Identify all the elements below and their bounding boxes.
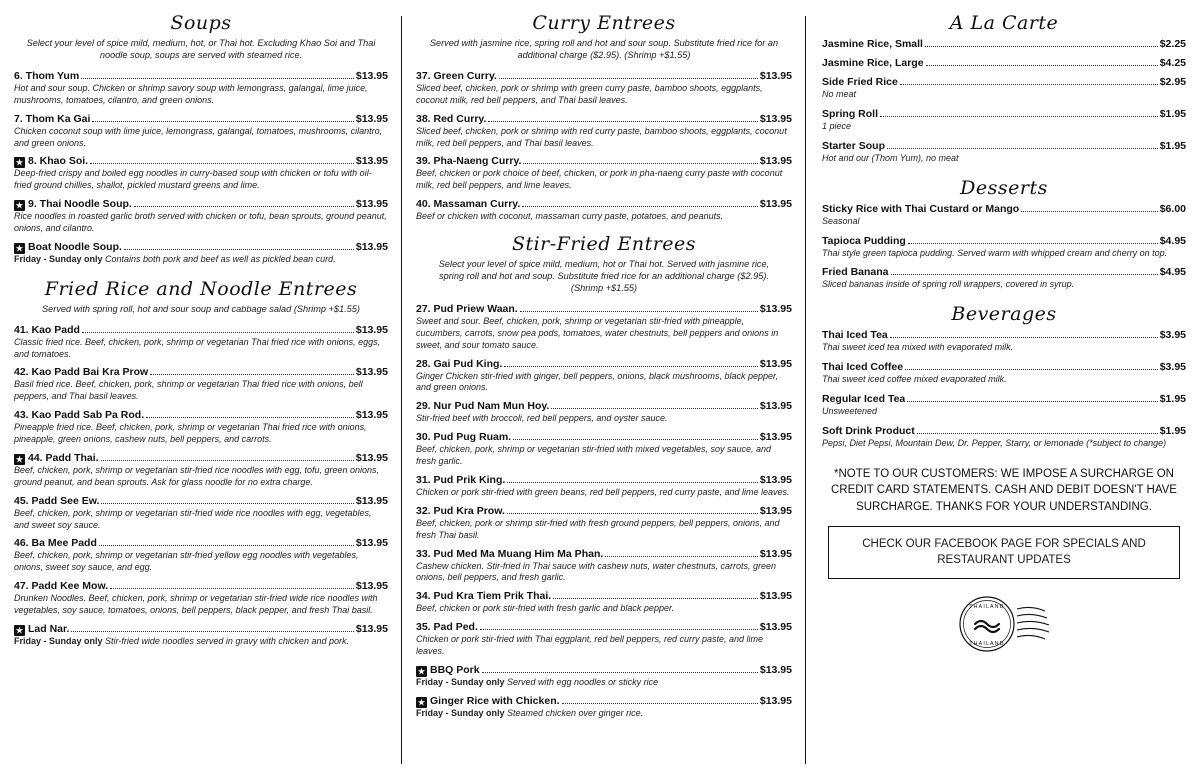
- menu-item: [14, 580, 388, 617]
- leader-dots: [523, 163, 757, 164]
- menu-item: [416, 70, 792, 107]
- menu-item: [416, 590, 792, 615]
- item-description: Thai style green tapioca pudding. Served warm with whipped cream and cherry on top.: [822, 247, 1168, 258]
- leader-dots: [520, 311, 758, 312]
- item-name: 31. Pud Prik King.: [416, 473, 506, 486]
- leader-dots: [562, 703, 758, 704]
- spicy-star-icon: ★: [417, 666, 426, 676]
- item-price: $3.95: [1159, 361, 1186, 374]
- item-name: 37. Green Curry.: [416, 69, 497, 82]
- curry-title: Curry Entrees: [532, 12, 676, 34]
- leader-dots: [499, 78, 758, 79]
- item-price: $13.95: [759, 547, 792, 560]
- leader-dots: [926, 65, 1158, 66]
- spicy-star-icon: ★: [15, 158, 24, 168]
- menu-item: [14, 537, 388, 574]
- leader-dots: [905, 369, 1158, 370]
- item-name: 38. Red Curry.: [416, 112, 487, 125]
- leader-dots: [907, 401, 1157, 402]
- item-description: Drunken Noodles. Beef, chicken, pork, shrimp or vegetarian stir-fried wide rice noodles with vegetables, soy sauce, tomatoes, onions, bell peppers, black pepper, and fresh Thai basil.: [14, 593, 378, 616]
- item-price: $3.95: [1159, 329, 1186, 342]
- item-description: Sliced beef, chicken, pork or shrimp with red curry paste, bamboo shoots, eggplants, coconut milk, red bell peppers, and Thai basil leaves.: [416, 125, 787, 148]
- menu-item: [14, 70, 388, 107]
- menu-item: [14, 366, 388, 403]
- item-price: $1.95: [1159, 424, 1186, 437]
- item-description: Pineapple fried rice. Beef, chicken, pork, shrimp or vegetarian Thai fried rice with onions, pineapple, green onions, cashew nuts, bell peppers, and carrots.: [14, 422, 367, 445]
- item-price: $13.95: [355, 69, 388, 82]
- item-description: Pepsi, Diet Pepsi, Mountain Dew, Dr. Pepper, Starry, or lemonade (*subject to change): [822, 437, 1167, 448]
- item-description: Rice noodles in roasted garlic broth served with chicken or tofu, bean sprouts, ground peanut, onions, and cilantro.: [14, 211, 387, 234]
- svg-text:THAILAND: THAILAND: [969, 641, 1005, 648]
- leader-dots: [110, 588, 354, 589]
- menu-item: [416, 474, 792, 499]
- item-name: Starter Soup: [822, 139, 886, 152]
- item-description: 1 piece: [822, 120, 852, 131]
- spicy-star-icon: ★: [15, 243, 24, 253]
- item-description: Basil fried rice. Beef, chicken, pork, shrimp or vegetarian Thai fried rice with onions, bell peppers, and Thai basil leaves.: [14, 379, 363, 402]
- item-price: $13.95: [759, 473, 792, 486]
- leader-dots: [101, 460, 354, 461]
- menu-item: [822, 108, 1186, 133]
- leader-dots: [71, 631, 353, 632]
- item-price: $13.95: [759, 357, 792, 370]
- item-price: $13.95: [355, 537, 388, 550]
- leader-dots: [887, 148, 1158, 149]
- curry-note: Served with jasmine rice, spring roll and hot and sour soup. Substitute fried rice for an additional charge ($2.95). (Shrimp +$1.55): [429, 38, 779, 60]
- section-soups: [14, 12, 388, 266]
- menu-item: [822, 361, 1186, 386]
- item-price: $13.95: [759, 112, 792, 125]
- item-price: $4.25: [1159, 57, 1186, 69]
- section-curry: [416, 12, 792, 223]
- desserts-title: Desserts: [960, 176, 1048, 199]
- leader-dots: [504, 366, 758, 367]
- leader-dots: [507, 513, 758, 514]
- menu-item: [822, 329, 1186, 354]
- leader-dots: [925, 46, 1158, 47]
- spicy-star-icon: ★: [15, 454, 24, 464]
- item-description: Classic fried rice. Beef, chicken, pork, shrimp or vegetarian Thai fried rice with onions, eggs, and tomatoes.: [14, 336, 381, 359]
- menu-item: [14, 113, 388, 150]
- item-name: Tapioca Pudding: [822, 234, 906, 247]
- leader-dots: [92, 121, 353, 122]
- menu-item: [822, 57, 1186, 69]
- spicy-star-icon: ★: [15, 201, 24, 211]
- item-price: $13.95: [759, 155, 792, 168]
- item-name: 47. Padd Kee Mow.: [14, 580, 109, 593]
- item-name: Soft Drink Product: [822, 424, 915, 437]
- item-name: Ginger Rice with Chicken.: [430, 694, 560, 707]
- item-description: Beef, chicken, pork, shrimp or vegetarian stir-fried rice noodles with egg, tofu, green onions, ground peanut, and bean sprouts. Ask for glass noodle for no extra charge.: [14, 464, 380, 487]
- surcharge-notice: *NOTE TO OUR CUSTOMERS: WE IMPOSE A SURCHARGE ON CREDIT CARD STATEMENTS. CASH AND DEBIT DOESN'T HAVE SURCHARGE. THANKS FOR YOUR UNDERSTANDING.: [831, 467, 1177, 514]
- section-a-la-carte: [822, 12, 1186, 165]
- menu-item: [822, 266, 1186, 291]
- item-description: Unsweetened: [822, 406, 878, 416]
- item-price: $13.95: [355, 240, 388, 253]
- item-name: Jasmine Rice, Small: [822, 38, 923, 50]
- item-availability: Friday - Sunday only: [14, 635, 103, 646]
- leader-dots: [513, 439, 758, 440]
- item-description: Hot and sour soup. Chicken or shrimp savory soup with lemongrass, galangal, lime juice, mushrooms, tomatoes, cilantro, and green onions.: [14, 82, 368, 105]
- fried-rice-note: Served with spring roll, hot and sour soup and cabbage salad (Shrimp +$1.55): [42, 303, 360, 314]
- menu-item: [822, 425, 1186, 450]
- item-price: $13.95: [759, 621, 792, 634]
- item-name: 32. Pud Kra Prow.: [416, 504, 505, 517]
- item-name: 9. Thai Noodle Soup.: [28, 198, 132, 211]
- menu-item: [14, 495, 388, 532]
- facebook-promo-box: [828, 526, 1180, 579]
- item-price: $13.95: [355, 494, 388, 507]
- leader-dots: [146, 417, 354, 418]
- item-price: $4.95: [1159, 234, 1186, 247]
- leader-dots: [917, 433, 1158, 434]
- spicy-star-icon: ★: [417, 697, 426, 707]
- item-description: Beef, chicken or pork choice of beef, chicken, or pork in pha-naeng curry paste with coconut milk, red bell peppers, and lime leaves.: [416, 168, 783, 191]
- leader-dots: [488, 121, 757, 122]
- menu-item: [416, 664, 792, 689]
- item-name: 46. Ba Mee Padd: [14, 537, 97, 550]
- item-description-text: Served with egg noodles or sticky rice: [504, 676, 659, 687]
- item-name: 35. Pad Ped.: [416, 621, 478, 634]
- item-description: [416, 708, 792, 720]
- stir-fried-title: Stir-Fried Entrees: [511, 233, 697, 256]
- item-description: Beef, chicken, pork, shrimp or vegetarian stir-fried with mixed vegetables, soy sauce, and fresh garlic.: [416, 444, 772, 467]
- leader-dots: [900, 84, 1158, 85]
- item-price: $13.95: [355, 409, 388, 422]
- item-price: $13.95: [759, 663, 792, 676]
- item-name: 30. Pud Pug Ruam.: [416, 431, 512, 444]
- item-price: $2.25: [1159, 38, 1186, 50]
- item-price: $13.95: [759, 302, 792, 315]
- item-price: $13.95: [355, 580, 388, 593]
- item-price: $13.95: [355, 451, 388, 464]
- menu-item: [14, 241, 388, 266]
- item-description: Sliced bananas inside of spring roll wrappers, covered in syrup.: [822, 279, 1075, 290]
- logo-stamp-area: [822, 593, 1186, 655]
- leader-dots: [551, 408, 757, 409]
- leader-dots: [1021, 211, 1158, 212]
- item-price: $2.95: [1159, 76, 1186, 88]
- menu-item: [822, 235, 1186, 260]
- item-price: $13.95: [759, 400, 792, 413]
- item-description: Cashew chicken. Stir-fried in Thai sauce with cashew nuts, water chestnuts, carrots, green onions, bell peppers, and fresh garlic.: [416, 560, 776, 583]
- item-description: Stir-fried beef with broccoli, red bell peppers, and oyster sauce.: [416, 413, 668, 424]
- menu-item: [416, 621, 792, 658]
- item-name: Sticky Rice with Thai Custard or Mango: [822, 202, 1020, 215]
- column-right: [806, 10, 1186, 770]
- facebook-promo-text: CHECK OUR FACEBOOK PAGE FOR SPECIALS AND RESTAURANT UPDATES: [862, 537, 1146, 567]
- leader-dots: [150, 374, 354, 375]
- stir-fried-note: Select your level of spice mild, medium, hot or Thai hot. Served with jasmine rice, spring roll and hot and soup. Substitute fried rice for an additional charge ($2.95). (Shrimp +$1.55): [438, 259, 770, 293]
- leader-dots: [908, 243, 1158, 244]
- a-la-carte-title: A La Carte: [949, 12, 1059, 34]
- menu-item: [822, 203, 1186, 228]
- menu-item: [822, 393, 1186, 418]
- item-description: Deep-fried crispy and boiled egg noodles in curry-based soup with chicken or tofu with oil-fried ground chillies, shallot, pickled mustard greens and lime.: [14, 168, 372, 191]
- item-name: Fried Banana: [822, 266, 889, 279]
- leader-dots: [81, 78, 354, 79]
- item-description: Hot and our (Thom Yum), no meat: [822, 152, 959, 163]
- leader-dots: [891, 274, 1158, 275]
- spicy-star-icon: ★: [15, 625, 24, 635]
- item-description: [416, 677, 792, 689]
- item-price: $4.95: [1159, 266, 1186, 279]
- item-name: Spring Roll: [822, 107, 878, 120]
- item-price: $13.95: [759, 431, 792, 444]
- item-price: $13.95: [355, 323, 388, 336]
- item-price: $6.00: [1159, 202, 1186, 215]
- item-price: $13.95: [355, 366, 388, 379]
- item-price: $13.95: [759, 504, 792, 517]
- column-left: [14, 10, 402, 770]
- leader-dots: [507, 482, 758, 483]
- item-price: $1.95: [1159, 393, 1186, 405]
- restaurant-stamp-logo: [939, 593, 1069, 655]
- item-name: 39. Pha-Naeng Curry.: [416, 155, 522, 168]
- menu-item: [416, 431, 792, 468]
- item-description: Chicken coconut soup with lime juice, lemongrass, galangal, tomatoes, mushrooms, cilantro, and green onions.: [14, 125, 383, 148]
- menu-item: [416, 695, 792, 720]
- item-name: 41. Kao Padd: [14, 323, 80, 336]
- item-name: 44. Padd Thai.: [28, 451, 99, 464]
- menu-item: [822, 76, 1186, 101]
- item-name: Thai Iced Tea: [822, 329, 888, 342]
- leader-dots: [480, 629, 758, 630]
- item-name: Side Fried Rice: [822, 76, 898, 88]
- item-description-text: Contains both pork and beef as well as pickled bean curd.: [102, 253, 336, 264]
- item-description: Sliced beef, chicken, pork or shrimp with green curry paste, bamboo shoots, eggplants, coconut milk, red bell peppers, and Thai basil leaves.: [416, 82, 763, 105]
- item-description: [14, 636, 388, 648]
- menu-item: [416, 113, 792, 150]
- menu-item: [416, 303, 792, 352]
- section-fried-rice: [14, 278, 388, 648]
- item-name: Thai Iced Coffee: [822, 361, 904, 374]
- item-description-text: Steamed chicken over ginger rice.: [504, 707, 644, 718]
- item-availability: Friday - Sunday only: [416, 707, 505, 718]
- section-desserts: [822, 177, 1186, 292]
- item-availability: Friday - Sunday only: [416, 676, 505, 687]
- item-name: 8. Khao Soi.: [28, 155, 89, 168]
- leader-dots: [890, 337, 1158, 338]
- leader-dots: [124, 249, 354, 250]
- leader-dots: [880, 116, 1158, 117]
- item-description: Seasonal: [822, 215, 860, 226]
- menu-item: [416, 155, 792, 192]
- item-price: $1.95: [1159, 107, 1186, 120]
- menu-item: [14, 155, 388, 192]
- item-description: Beef, chicken, pork or shrimp stir-fried with fresh ground peppers, bell peppers, onions, and fresh Thai basil.: [416, 517, 780, 540]
- item-description-text: Stir-fried wide noodles served in gravy with chicken and pork.: [102, 635, 349, 646]
- item-price: $13.95: [355, 155, 388, 168]
- item-name: Regular Iced Tea: [822, 393, 906, 405]
- leader-dots: [90, 163, 354, 164]
- menu-item: [416, 358, 792, 395]
- leader-dots: [522, 206, 758, 207]
- item-name: BBQ Pork: [430, 663, 480, 676]
- beverages-title: Beverages: [951, 303, 1057, 326]
- item-description: Thai sweet iced tea mixed with evaporated milk.: [822, 342, 1014, 353]
- leader-dots: [482, 672, 758, 673]
- item-description: No meat: [822, 89, 857, 99]
- item-description: Chicken or pork stir-fried with Thai eggplant, red bell peppers, red curry paste, and lime leaves.: [416, 634, 764, 657]
- item-name: Lad Nar.: [28, 622, 70, 635]
- menu-item: [822, 140, 1186, 165]
- column-middle: [402, 10, 806, 770]
- item-description: Beef or chicken with coconut, massaman curry paste, potatoes, and peanuts.: [416, 211, 724, 222]
- soups-note: Select your level of spice mild, medium, hot, or Thai hot. Excluding Khao Soi and Thai noodle soup, soups are served with steamed rice.: [26, 38, 376, 60]
- stamp-svg: [939, 593, 1069, 655]
- item-price: $13.95: [759, 69, 792, 82]
- item-name: 6. Thom Yum: [14, 69, 80, 82]
- item-name: 43. Kao Padd Sab Pa Rod.: [14, 409, 145, 422]
- leader-dots: [605, 556, 758, 557]
- menu-item: [14, 452, 388, 489]
- leader-dots: [553, 598, 758, 599]
- item-price: $13.95: [759, 694, 792, 707]
- item-name: 45. Padd See Ew.: [14, 494, 100, 507]
- menu-item: [416, 198, 792, 223]
- menu-item: [14, 324, 388, 361]
- item-name: 33. Pud Med Ma Muang Him Ma Phan.: [416, 547, 604, 560]
- item-price: $13.95: [759, 590, 792, 603]
- leader-dots: [134, 206, 354, 207]
- item-description: Ginger Chicken stir-fried with ginger, bell peppers, onions, black mushrooms, black pepper, and green onions.: [416, 370, 779, 393]
- item-name: 27. Pud Priew Waan.: [416, 302, 518, 315]
- menu-item: [822, 38, 1186, 50]
- leader-dots: [82, 332, 354, 333]
- item-name: Jasmine Rice, Large: [822, 57, 924, 69]
- item-availability: Friday - Sunday only: [14, 253, 103, 264]
- leader-dots: [101, 503, 353, 504]
- item-description: [14, 254, 388, 266]
- item-price: $13.95: [759, 198, 792, 211]
- item-name: 40. Massaman Curry.: [416, 198, 521, 211]
- item-name: 34. Pud Kra Tiem Prik Thai.: [416, 590, 552, 603]
- svg-text:THAILAND: THAILAND: [969, 604, 1005, 611]
- section-stir-fried: [416, 233, 792, 720]
- menu-item: [14, 198, 388, 235]
- item-name: 42. Kao Padd Bai Kra Prow: [14, 366, 149, 379]
- item-description: Beef, chicken, pork, shrimp or vegetarian stir-fried wide rice noodles with egg, vegetables, and sweet soy sauce.: [14, 507, 372, 530]
- leader-dots: [99, 545, 354, 546]
- item-price: $13.95: [355, 198, 388, 211]
- item-price: $13.95: [355, 622, 388, 635]
- menu-item: [416, 548, 792, 585]
- item-name: 7. Thom Ka Gai: [14, 112, 91, 125]
- item-name: 29. Nur Pud Nam Mun Hoy.: [416, 400, 550, 413]
- menu-item: [14, 409, 388, 446]
- menu-item: [416, 400, 792, 425]
- item-description: Beef, chicken, pork, shrimp or vegetarian stir-fried yellow egg noodles with vegetables, onions, sweet soy sauce, and egg.: [14, 550, 359, 573]
- item-name: 28. Gai Pud King.: [416, 357, 503, 370]
- item-price: $1.95: [1159, 139, 1186, 152]
- item-description: Sweet and sour. Beef, chicken, pork, shrimp or vegetarian stir-fried with pineapple, cucumbers, carrots, snow pea pods, tomatoes, water chestnuts, bell peppers and onions in sweet, and sour tomato sauce.: [416, 315, 779, 350]
- item-description: Beef, chicken or pork stir-fried with fresh garlic and black pepper.: [416, 603, 675, 614]
- fried-rice-title: Fried Rice and Noodle Entrees: [44, 277, 358, 300]
- item-name: Boat Noodle Soup.: [28, 240, 122, 253]
- item-description: Chicken or pork stir-fried with green beans, red bell peppers, red curry paste, and lime leaves.: [416, 486, 790, 497]
- soups-title: Soups: [170, 12, 232, 34]
- section-beverages: [822, 303, 1186, 450]
- item-description: Thai sweet iced coffee mixed evaporated milk.: [822, 374, 1007, 385]
- menu-item: [14, 623, 388, 648]
- item-price: $13.95: [355, 112, 388, 125]
- menu-item: [416, 505, 792, 542]
